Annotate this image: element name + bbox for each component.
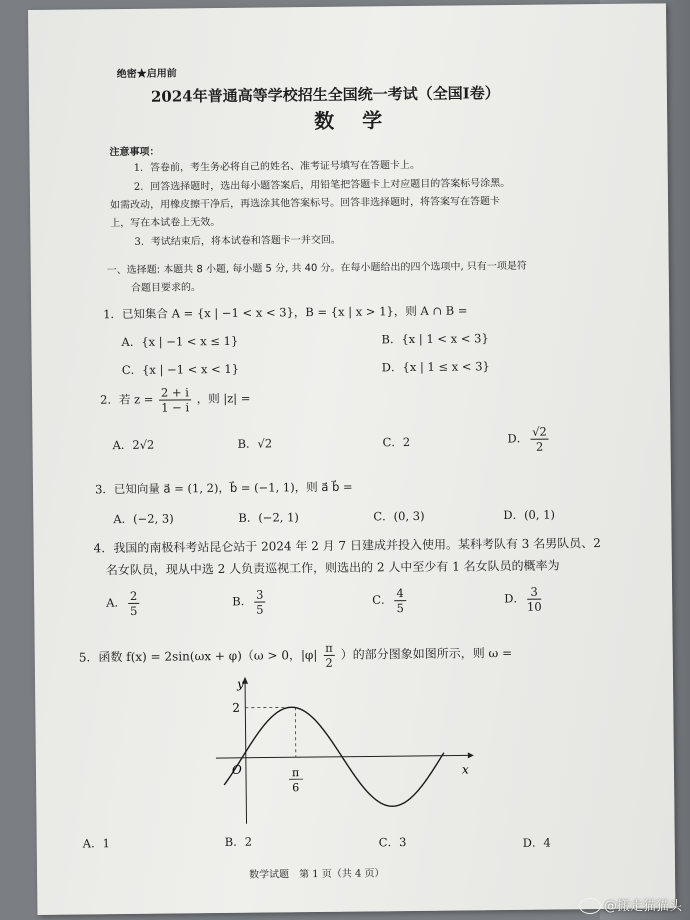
q5-option-b: B．2 (224, 834, 253, 849)
q4-option-c: C． $\frac{4}{5}$ (372, 586, 404, 616)
q3-option-c: C．(0, 3) (373, 508, 425, 524)
max-dashed-vertical (295, 707, 296, 757)
q2-option-b: B．√2 (237, 436, 273, 451)
note-2-end: 上，写在本试卷上无效。 (110, 216, 221, 230)
section-heading: 一、选择题: 本题共 8 小题, 每小题 5 分, 共 40 分。在每小题给出的四个选项中, 只有一项是符 (106, 260, 527, 277)
q2-option-a: A．2√2 (112, 437, 155, 453)
section-heading-cont: 合题目要求的。 (130, 282, 201, 294)
origin-label: O (231, 762, 242, 777)
note-2-cont: 如需改动，用橡皮擦干净后，再选涂其他答案标号。回答非选择题时，将答案写在答题卡 (109, 196, 501, 212)
q1-stem: 1．已知集合 A = {x | −1 < x < 3}，B = {x | x > 1}，则 A ∩ B = (103, 303, 468, 322)
q1-option-d: D．{x | 1 ≤ x < 3} (381, 359, 490, 375)
weibo-logo-icon (579, 898, 601, 914)
q2-option-c: C．2 (382, 435, 411, 450)
q3-stem: 3．已知向量 a⃗ = (1, 2)，b⃗ = (−1, 1)，则 a⃗ b⃗ = (94, 479, 353, 497)
notes-heading: 注意事项： (109, 146, 160, 159)
x-tick-numerator: π (291, 766, 300, 780)
sine-graph (215, 671, 477, 826)
q2-stem: 2．若 z = $\frac{2 + i}{1 - i}$ ，则 |z| = (100, 385, 251, 415)
q3-option-a: A．(−2, 3) (113, 511, 174, 527)
q5-fraction: $\frac{\pi}{2}$ (325, 640, 333, 670)
q4-stem-line2: 名女队员，现从中选 2 人负责巡视工作，则选出的 2 人中至少有 1 名女队员的概率为 (105, 558, 560, 578)
q5-stem: 5．函数 f(x) = 2sin(ωx + φ)（ω > 0，|φ| $\frac{\pi}{2}$ ）的部分图象如图所示，则 ω = (78, 640, 513, 670)
q3-option-b: B．(−2, 1) (238, 510, 299, 525)
y-tick-label: 2 (232, 700, 241, 715)
q4-stem-line1: 4．我国的南极科考站昆仑站于 2024 年 2 月 7 日建成并投入使用。某科考队有 3 名男队员、2 (93, 536, 601, 556)
q5-option-d: D．4 (522, 835, 551, 850)
note-1: 1．答卷前，考生务必将自己的姓名、准考证号填写在答题卡上。 (133, 159, 421, 174)
x-axis-arrow (468, 752, 474, 758)
note-3: 3．考试结束后，将本试卷和答题卡一并交回。 (134, 234, 341, 248)
q2-option-d: D． $\frac{√2}{2}$ (507, 425, 551, 454)
q1-option-a: A．{x | −1 < x ≤ 1} (121, 333, 239, 350)
q5-option-a: A．1 (82, 836, 110, 851)
q3-option-d: D．(0, 1) (503, 507, 556, 523)
y-axis-label: y (236, 676, 244, 691)
q4-option-d: D． $\frac{3}{10}$ (504, 584, 542, 614)
q5-option-c: C．3 (378, 835, 407, 850)
page-footer: 数学试题 第 1 页（共 4 页） (249, 868, 385, 881)
subject-title: 数 学 (314, 108, 387, 134)
x-axis-label: x (461, 762, 469, 777)
secret-label: 绝密★启用前 (116, 68, 177, 81)
q2-fraction: $\frac{2 + i}{1 - i}$ (160, 385, 190, 415)
q4-option-b: B． $\frac{3}{5}$ (232, 587, 264, 617)
q1-option-b: B．{x | 1 < x < 3} (381, 331, 489, 347)
note-2: 2．回答选择题时，选出每小题答案后，用铅笔把答题卡上对应题目的答案标号涂黑。 (133, 177, 511, 193)
watermark: @搬走猫猫头 (579, 895, 682, 915)
q4-option-a: A． $\frac{2}{5}$ (106, 588, 138, 618)
q1-option-c: C．{x | −1 < x < 1} (121, 361, 240, 378)
exam-title: 2024年普通高等学校招生全国统一考试（全国Ⅰ卷） (150, 84, 500, 106)
exam-paper (28, 3, 675, 915)
x-tick-denominator: 6 (292, 781, 300, 795)
